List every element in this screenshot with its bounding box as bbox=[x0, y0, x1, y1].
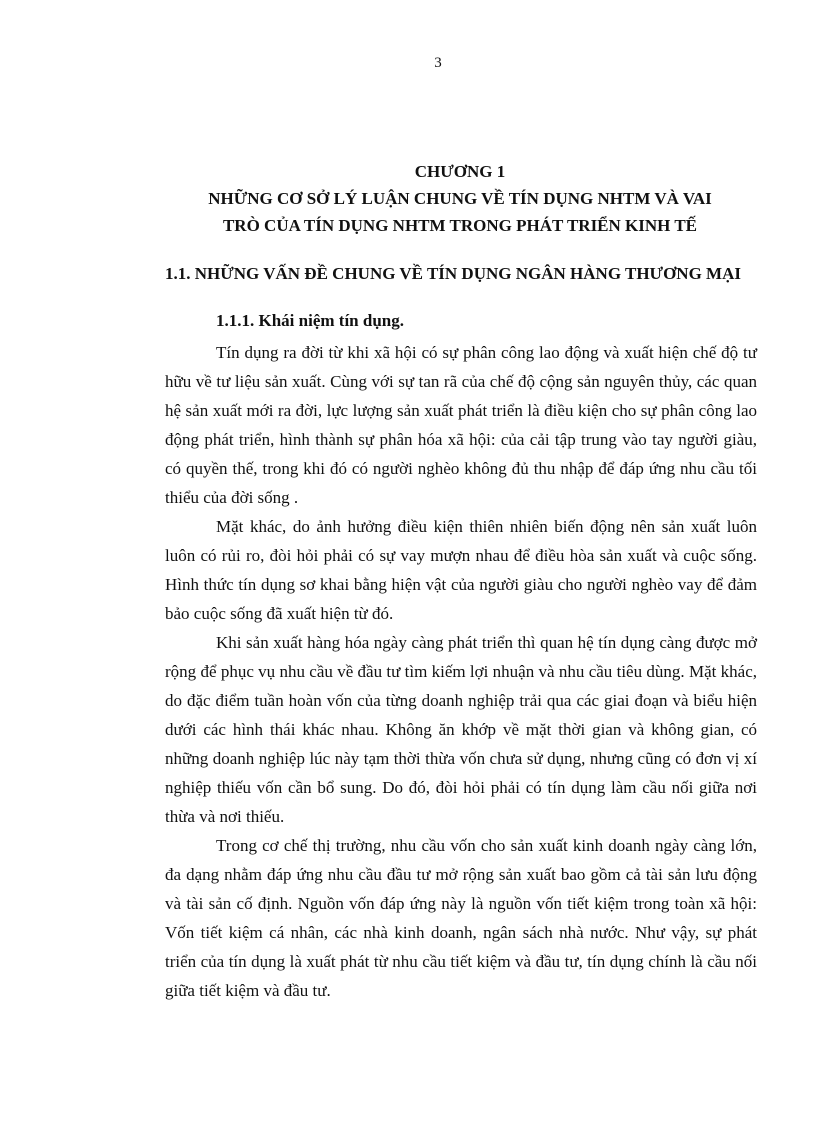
paragraph-4: Trong cơ chế thị trường, nhu cầu vốn cho sản xuất kinh doanh ngày càng lớn, đa dạng nhằm đáp ứng nhu cầu đầu tư mở rộng sản xuất bao gồm cả tài sản lưu động và tài sản cố định. Nguồn vốn đáp ứng này là nguồn vốn tiết kiệm trong toàn xã hội: Vốn tiết kiệm cá nhân, các nhà kinh doanh, ngân sách nhà nước. Như vậy, sự phát triển của tín dụng là xuất phát từ nhu cầu tiết kiệm và đầu tư, tín dụng chính là cầu nối giữa tiết kiệm và đầu tư. bbox=[165, 836, 757, 1000]
chapter-label: CHƯƠNG 1 bbox=[414, 162, 506, 181]
chapter-heading-block bbox=[160, 158, 760, 239]
paragraph-2: Mặt khác, do ảnh hưởng điều kiện thiên nhiên biến động nên sản xuất luôn luôn có rủi ro, đòi hỏi phải có sự vay mượn nhau để điều hòa sản xuất và cuộc sống. Hình thức tín dụng sơ khai bằng hiện vật của người giàu cho người nghèo vay để đảm bảo cuộc sống đã xuất hiện từ đó. bbox=[165, 517, 757, 623]
page-number: 3 bbox=[434, 55, 442, 71]
paragraph-1: Tín dụng ra đời từ khi xã hội có sự phân công lao động và xuất hiện chế độ tư hữu về tư liệu sản xuất. Cùng với sự tan rã của chế độ cộng sản nguyên thủy, các quan hệ sản xuất mới ra đời, lực lượng sản xuất phát triển là điều kiện cho sự phân công lao động phát triển, hình thành sự phân hóa xã hội: của cải tập trung vào tay người giàu, có quyền thế, trong khi đó có người nghèo không đủ thu nhập để đáp ứng nhu cầu tối thiểu của đời sống . bbox=[165, 343, 757, 507]
chapter-title-line-1: NHỮNG CƠ SỞ LÝ LUẬN CHUNG VỀ TÍN DỤNG NHTM VÀ VAI bbox=[208, 189, 712, 208]
chapter-title-line-2: TRÒ CỦA TÍN DỤNG NHTM TRONG PHÁT TRIỂN KINH TẾ bbox=[222, 216, 698, 235]
body-text bbox=[165, 338, 757, 1005]
section-heading: 1.1. NHỮNG VẤN ĐỀ CHUNG VỀ TÍN DỤNG NGÂN HÀNG THƯƠNG MẠI bbox=[165, 264, 741, 283]
subsection-heading: 1.1.1. Khái niệm tín dụng. bbox=[216, 311, 404, 330]
paragraph-3: Khi sản xuất hàng hóa ngày càng phát triển thì quan hệ tín dụng càng được mở rộng để phục vụ nhu cầu về đầu tư tìm kiếm lợi nhuận và nhu cầu tiêu dùng. Mặt khác, do đặc điểm tuần hoàn vốn của từng doanh nghiệp trải qua các giai đoạn và biểu hiện dưới các hình thái khác nhau. Không ăn khớp về mặt thời gian và không gian, có những doanh nghiệp lúc này tạm thời thừa vốn chưa sử dụng, nhưng cũng có đơn vị xí nghiệp thiếu vốn cần bổ sung. Do đó, đòi hỏi phải có tín dụng làm cầu nối giữa nơi thừa và nơi thiếu. bbox=[165, 633, 757, 826]
